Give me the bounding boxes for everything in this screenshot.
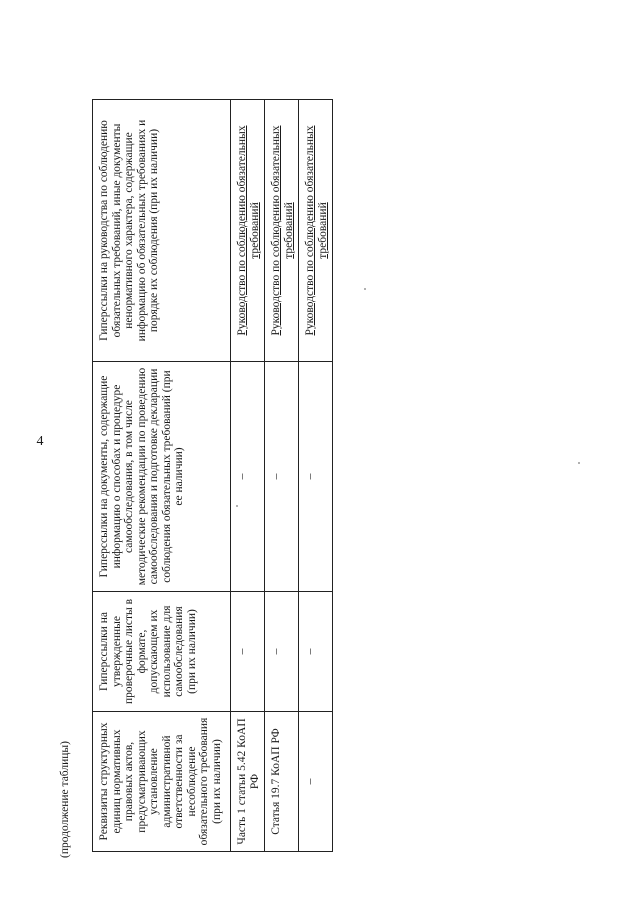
table-cell: – (231, 592, 265, 712)
table-cell: Часть 1 статьи 5.42 КоАП РФ (231, 712, 265, 852)
guidance-link[interactable]: Руководство по соблюдению обязательных требований (231, 100, 265, 362)
rotated-content (58, 62, 498, 862)
table-row (231, 100, 265, 852)
scan-speck (236, 505, 238, 507)
table-cell: – (299, 712, 333, 852)
table-cell: Статья 19.7 КоАП РФ (265, 712, 299, 852)
continuation-label: (продолжение таблицы) (59, 741, 71, 858)
guidance-link[interactable]: Руководство по соблюдению обязательных требований (299, 100, 333, 362)
table-cell: – (231, 362, 265, 592)
scan-speck (364, 288, 366, 290)
page-number: 4 (36, 434, 44, 449)
table-cell: – (299, 592, 333, 712)
table-cell: – (265, 592, 299, 712)
table-cell: – (265, 362, 299, 592)
header-cell-guidance-docs: Гиперссылки на руководства по соблюдению обязательных требований, иные документы ненормативного характера, содержащие информацию об обязательных требованиях и порядке их соблюдения (при их наличии) (93, 100, 231, 362)
guidance-link[interactable]: Руководство по соблюдению обязательных требований (265, 100, 299, 362)
table-header-row (93, 100, 231, 852)
header-cell-self-assessment-docs: Гиперссылки на документы, содержащие информацию о способах и процедуре самообследования, в том числе методические рекомендации по проведению самообследования и подготовке декларации соблюдения обязательных требований (при ее наличии) (93, 362, 231, 592)
header-cell-checklists: Гиперссылки на утвержденные проверочные листы в формате, допускающем их использование для самообследования (при их наличии) (93, 592, 231, 712)
requirements-table (92, 99, 333, 852)
header-cell-requisites: Реквизиты структурных единиц нормативных правовых актов, предусматривающих установление административной ответственности за несоблюдение обязательного требования (при их наличии) (93, 712, 231, 852)
table-cell: – (299, 362, 333, 592)
scan-speck (578, 462, 580, 464)
table-row (265, 100, 299, 852)
table-row (299, 100, 333, 852)
